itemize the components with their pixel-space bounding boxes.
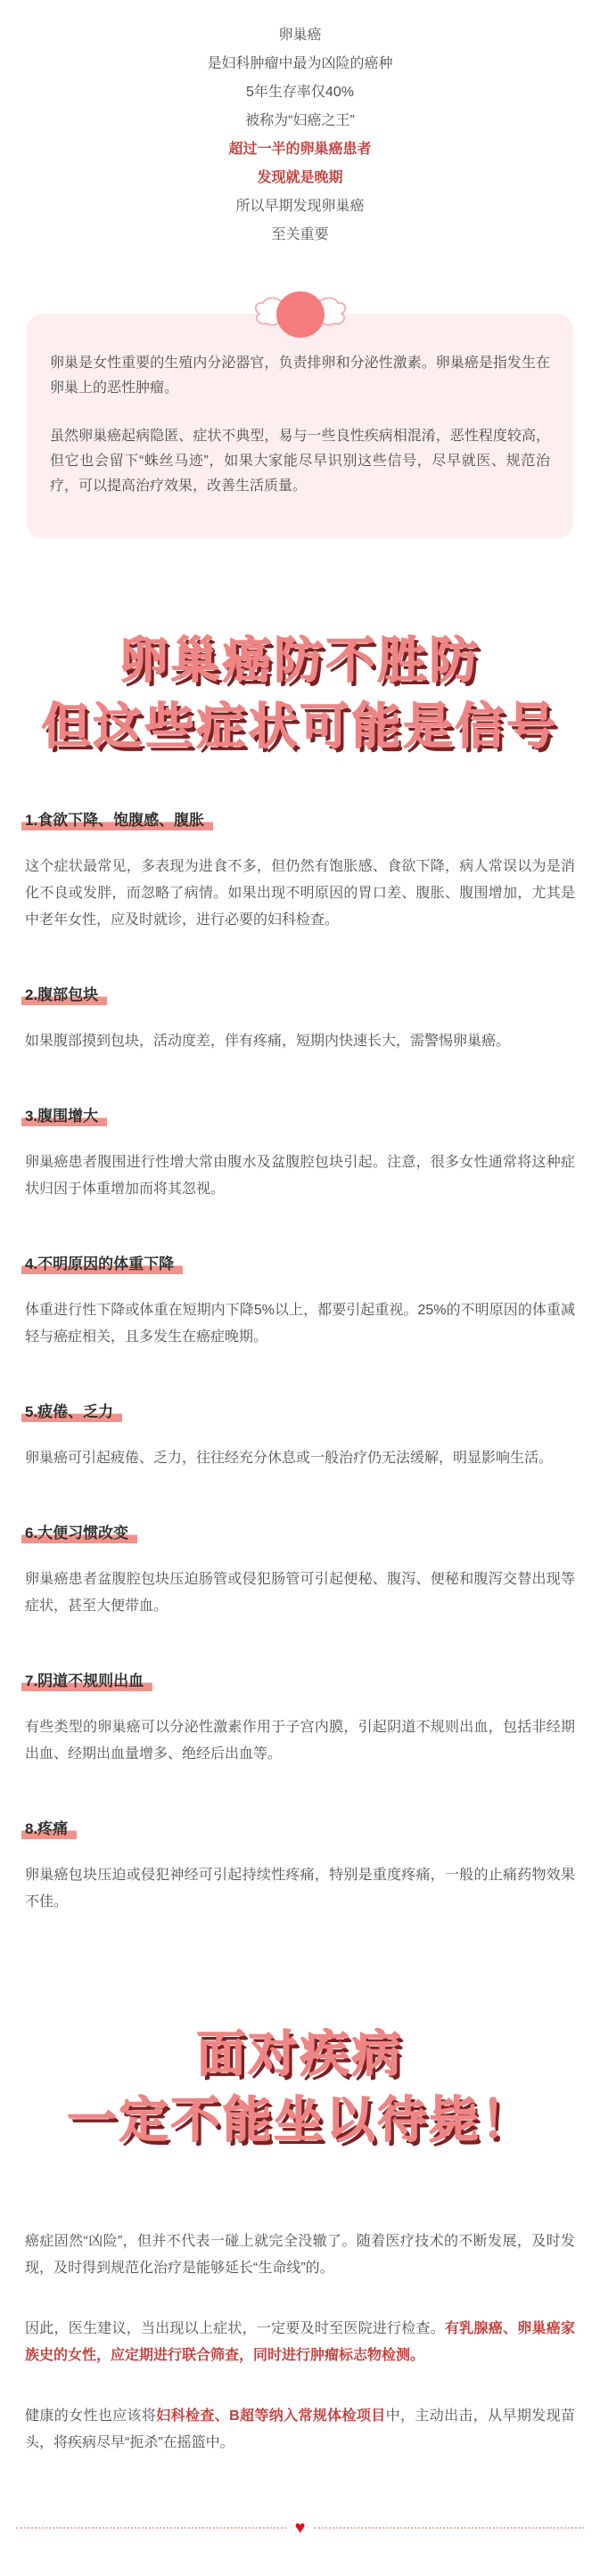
intro-line: 5年生存率仅40% [246,85,354,100]
symptom-section-title [25,1255,575,1274]
symptom-section-body: 体重进行性下降或体重在短期内下降5%以上，都要引起重视。25%的不明原因的体重减轻与癌症相关，且多发生在癌症晚期。 [25,1303,575,1345]
symptom-section-body: 卵巢癌患者腹围进行性增大常由腹水及盆腹腔包块引起。注意，很多女性通常将这种症状归因于体重增加而将其忽视。 [25,1155,575,1197]
closing-text-emphasis: 妇科检查、B超等纳入常规体检项目 [156,2408,386,2424]
main-heading-line: 面对疾病 [196,2026,404,2081]
closing-paragraph [25,2316,575,2369]
dotted-line [314,2527,584,2529]
section-title-highlight: 4.不明原因的体重下降 [21,1255,183,1274]
section-title-highlight: 3.腹围增大 [21,1108,107,1126]
symptom-section-body: 有些类型的卵巢癌可以分泌性激素作用于子宫内膜，引起阴道不规则出血，包括非经期出血、经期出血量增多、绝经后出血等。 [25,1720,575,1762]
footer-divider [16,2519,584,2537]
symptom-section-title [25,1107,575,1126]
symptom-section-title [25,811,575,830]
main-heading-action [0,2021,600,2153]
symptom-section-body: 卵巢癌包块压迫或侵犯神经可引起持续性疼痛，特别是重度疼痛，一般的止痛药物效果不佳。 [25,1868,575,1910]
section-title-highlight: 1.食欲下降、饱腹感、腹胀 [21,812,213,830]
closing-text: 因此，医生建议，当出现以上症状，一定要及时至医院进行检查。 [25,2321,446,2336]
tips-paragraph: 虽然卵巢癌起病隐匿、症状不典型，易与一些良性疾病相混淆，恶性程度较高，但它也会留下“蛛丝马迹”，如果大家能尽早识别这些信号，尽早就医、规范治疗，可以提高治疗效果，改善生活质量。 [50,429,550,494]
section-title-highlight: 5.疲倦、乏力 [21,1403,122,1422]
tips-box [27,314,573,538]
symptom-section-body: 如果腹部摸到包块，活动度差，伴有疼痛，短期内快速长大，需警惕卵巢癌。 [25,1034,511,1049]
tips-box-wrap [27,314,573,538]
main-heading-line: 但这些症状可能是信号 [41,699,559,754]
symptom-section-title [25,1672,575,1691]
intro-line: 所以早期发现卵巢癌 [235,199,365,214]
symptom-section-title [25,1402,575,1422]
intro-line-highlight: 超过一半的卵巢癌患者 [228,142,372,157]
main-heading-symptoms [0,627,600,759]
symptom-section-title [25,985,575,1005]
symptom-section-title [25,1820,575,1839]
symptom-section-body: 这个症状最常见，多表现为进食不多，但仍然有饱胀感、食欲下降，病人常误以为是消化不良或发胖，而忽略了病情。如果出现不明原因的胃口差、腹胀、腹围增加，尤其是中老年女性，应及时就诊，进行必要的妇科检查。 [25,859,575,928]
closing-paragraph: 癌症固然“凶险”，但并不代表一碰上就完全没辙了。随着医疗技术的不断发展，及时发现，及时得到规范化治疗是能够延长“生命线”的。 [25,2234,575,2276]
symptom-section-title [25,1524,575,1543]
main-heading-line: 一定不能坐以待毙！ [67,2092,533,2147]
heart-icon: ♥ [294,2518,306,2538]
winged-circle-icon [251,290,350,339]
section-title-highlight: 7.阴道不规则出血 [21,1672,152,1691]
main-heading-line: 卵巢癌防不胜防 [119,633,481,688]
section-title-highlight: 6.大便习惯改变 [21,1525,137,1543]
closing-text: 健康的女性也应该将 [25,2408,157,2424]
intro-line-highlight: 发现就是晚期 [257,170,343,185]
tips-paragraph: 卵巢是女性重要的生殖内分泌器官，负责排卵和分泌性激素。卵巢癌是指发生在卵巢上的恶性肿瘤。 [50,356,550,396]
intro-line: 卵巢癌 [278,28,322,43]
closing-text: 中，主动出击，从早期发现苗头，将疾病尽早“扼杀”在摇篮中。 [25,2408,575,2450]
section-title-highlight: 8.疼痛 [21,1820,77,1839]
symptom-section-body: 卵巢癌患者盆腹腔包块压迫肠管或侵犯肠管可引起便秘、腹泻、便秘和腹泻交替出现等症状，甚至大便带血。 [25,1572,575,1614]
section-title-highlight: 2.腹部包块 [21,986,107,1005]
symptom-section-body: 卵巢癌可引起疲倦、乏力，往往经充分休息或一般治疗仍无法缓解，明显影响生活。 [25,1451,554,1466]
closing-paragraph [25,2403,575,2457]
intro-line: 被称为“妇癌之王” [245,113,355,128]
closing-text-emphasis: 有乳腺癌、卵巢癌家族史的女性，应定期进行联合筛查，同时进行肿瘤标志物检测。 [25,2321,575,2363]
intro-line: 是妇科肿瘤中最为凶险的癌种 [207,56,393,71]
intro-block [0,0,600,249]
intro-line: 至关重要 [271,227,329,242]
dotted-line [16,2527,286,2529]
